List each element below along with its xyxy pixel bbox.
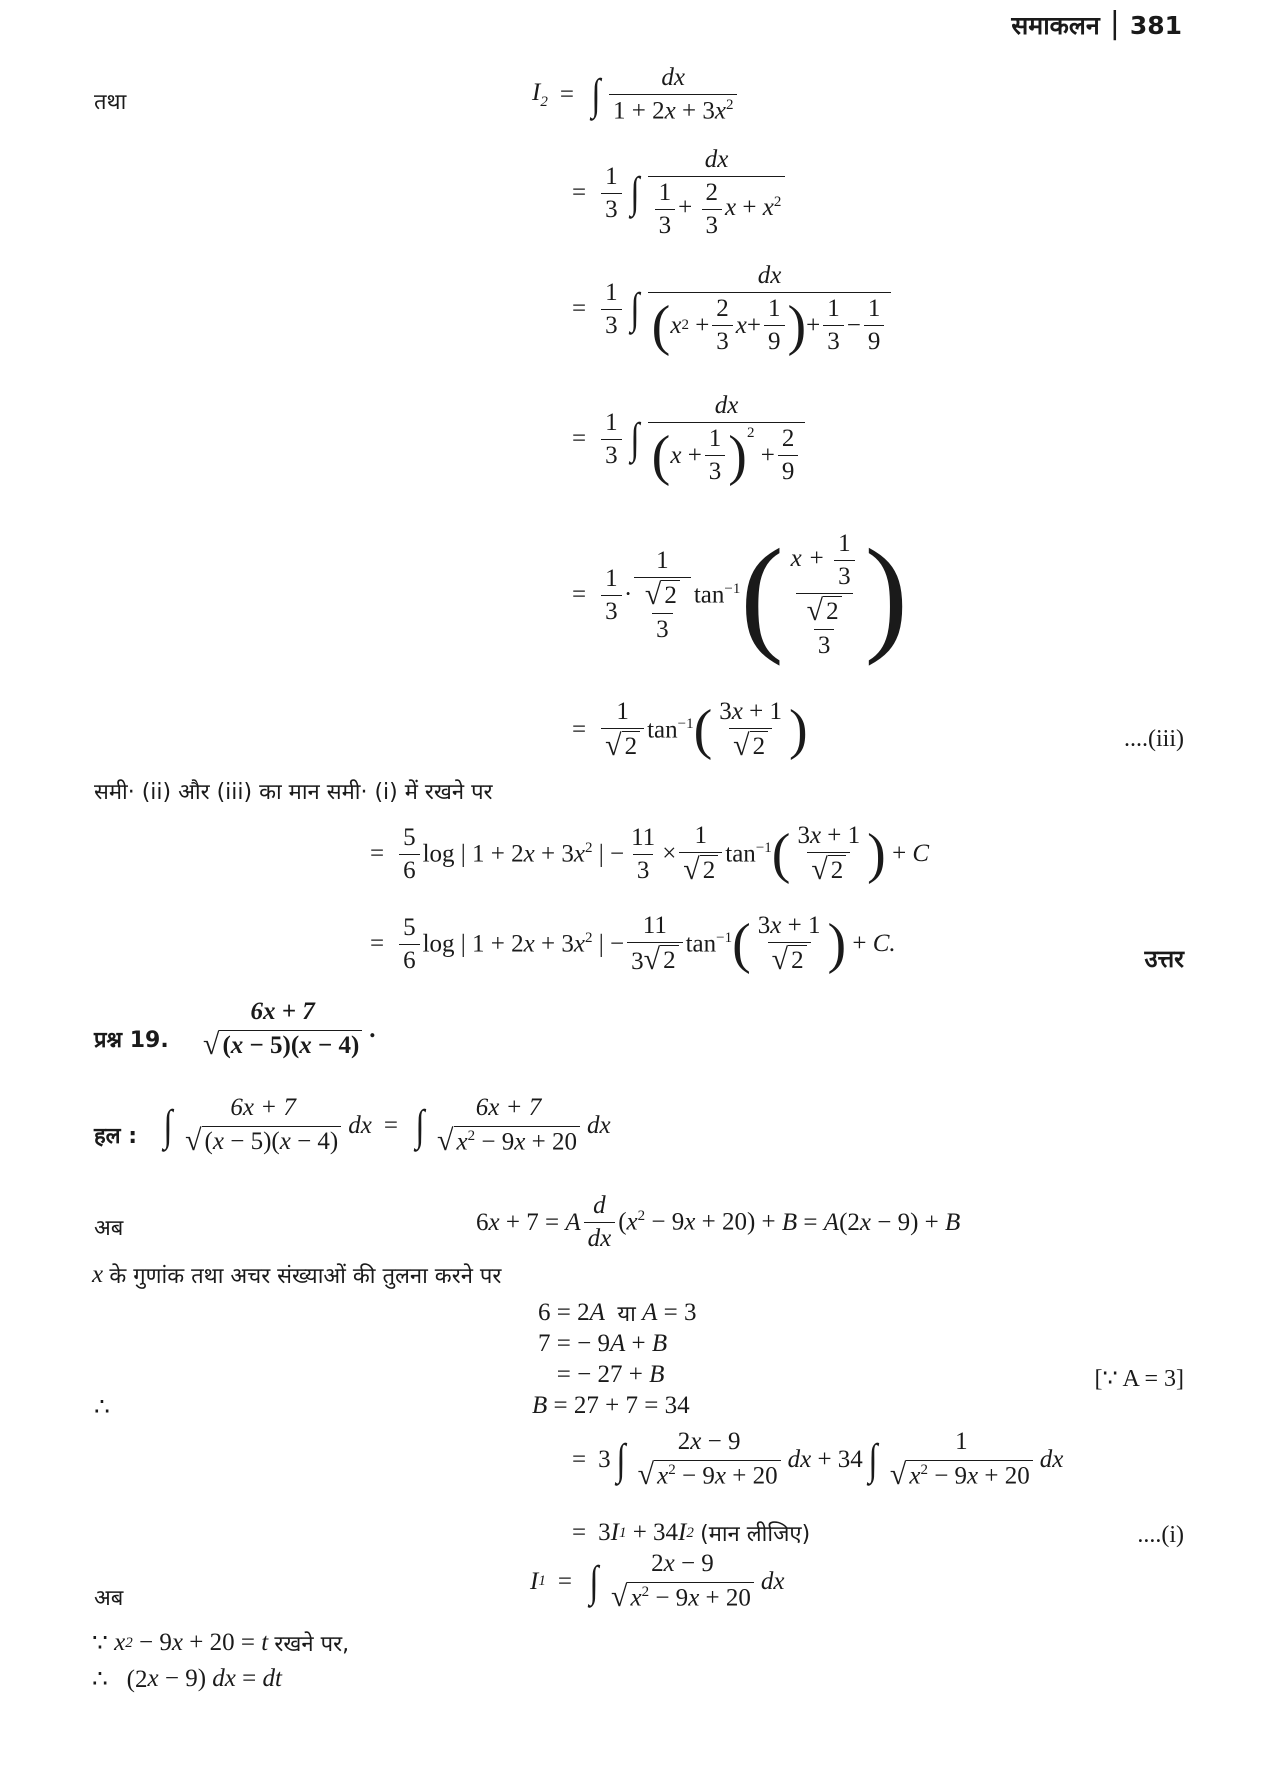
eq-coeff-b: B = 27 + 7 = 34 — [532, 1392, 690, 1419]
tag-iii: ....(iii) — [1124, 726, 1184, 752]
question-label: प्रश्न 19. — [94, 1028, 169, 1053]
header-separator: | — [1109, 5, 1120, 41]
text-maan-lijiye: (मान लीजिए) — [700, 1522, 811, 1547]
answer-label: उत्तर — [1144, 945, 1184, 973]
eq-coeff-1: 6 = 2 A या A = 3 — [538, 1299, 697, 1327]
eq-coeff-2: 7 = − 9 A + B — [538, 1330, 668, 1357]
text-substitution: ∵ x 2 − 9 x + 20 = t रखने पर, — [92, 1629, 350, 1657]
eq-i1-def: I 1 = ∫ 2x − 9 √ $x^2 - 9x + 20$ dx — [530, 1550, 785, 1614]
eq-sum: = 3 I 1 + 34 I 2 (मान लीजिए) — [572, 1519, 811, 1547]
text-put: रखने पर, — [274, 1632, 350, 1657]
eq-solution-start: ∫ 6x + 7 √ (x − 5)(x − 4) dx = ∫ 6x + 7 √ $x^2 - 9x + 20$ dx — [163, 1094, 611, 1158]
eq-step-1: = $\frac{1}{3}$ ∫ dx $\frac{1}{3}$ + $\frac{2}{3}$ $x + x^2$ — [560, 146, 788, 240]
eq-step-4: = $\frac{1}{3}$ · 1 √ 2 3 $\tan^{-1}$ ( x + $\frac{1}{3}$ √ 2 3 ) — [572, 523, 908, 667]
text-compare-hindi: के गुणांक तथा अचर संख्याओं की तुलना करने पर — [109, 1264, 502, 1289]
eq-split: = 3 ∫ 2x − 9 √ $x^2 - 9x + 20$ dx + 34 ∫ 1 √ $x^2 - 9x + 20$ dx — [572, 1428, 1064, 1492]
page-number: 381 — [1129, 10, 1182, 40]
label-ab-2: अब — [94, 1586, 124, 1611]
page-header — [1011, 5, 1182, 42]
text-compare: x के गुणांक तथा अचर संख्याओं की तुलना करने पर — [92, 1261, 502, 1289]
question-expression: 6x + 7 √ (x − 5)(x − 4) . — [203, 998, 376, 1061]
chapter-title: समाकलन — [1011, 11, 1100, 40]
eq-step-5: = 1 √ 2 $\tan^{-1}$ ( 3x + 1 √ 2 ) — [572, 698, 808, 762]
tag-a-eq-3: [∵ A = 3] — [1094, 1366, 1184, 1392]
eq-i2-def: $I_2$ = ∫ $\frac{dx}{1 + 2x + 3x^2}$ — [532, 64, 740, 125]
text-ya: या — [617, 1302, 636, 1327]
label-tatha: तथा — [94, 90, 127, 115]
eq-step-2: = $\frac{1}{3}$ ∫ dx ( x 2 + $\frac{2}{3}$ x + $\frac{1}{9}$ ) + $\frac{1}{3}$ − $\frac{1}{9}$ — [560, 262, 894, 356]
label-ab-1: अब — [94, 1216, 124, 1241]
eq-result-2: = $\frac{5}{6}$ log | $1 + 2x + 3x^2$ | − 11 3 √ 2 $\tan^{-1}$ ( 3x + 1 √ 2 ) + C. — [370, 912, 896, 976]
eq-coeff-3: = − 27 + B — [538, 1361, 665, 1388]
eq-linear-form: 6x + 7 = A $\frac{d}{dx}$ $(x^2 - 9x + 20)$ + B = A (2x − 9) + B — [476, 1192, 961, 1252]
eq-differential: ∴ (2 x − 9) dx = dt — [92, 1665, 282, 1693]
solution-label: हल : — [94, 1124, 138, 1149]
text-substitute: समी· (ii) और (iii) का मान समी· (i) में रखने पर — [94, 780, 493, 805]
tag-i: ....(i) — [1137, 1522, 1184, 1548]
eq-step-3: = $\frac{1}{3}$ ∫ dx ( x + $\frac{1}{3}$ ) $^2$ + $\frac{2}{9}$ — [560, 392, 808, 486]
eq-result-1: = $\frac{5}{6}$ log | $1 + 2x + 3x^2$ | − $\frac{11}{3}$ × 1 √ 2 $\tan^{-1}$ ( 3x + 1 √ 2 ) + C — [370, 822, 930, 886]
therefore-symbol: ∴ — [94, 1394, 110, 1421]
